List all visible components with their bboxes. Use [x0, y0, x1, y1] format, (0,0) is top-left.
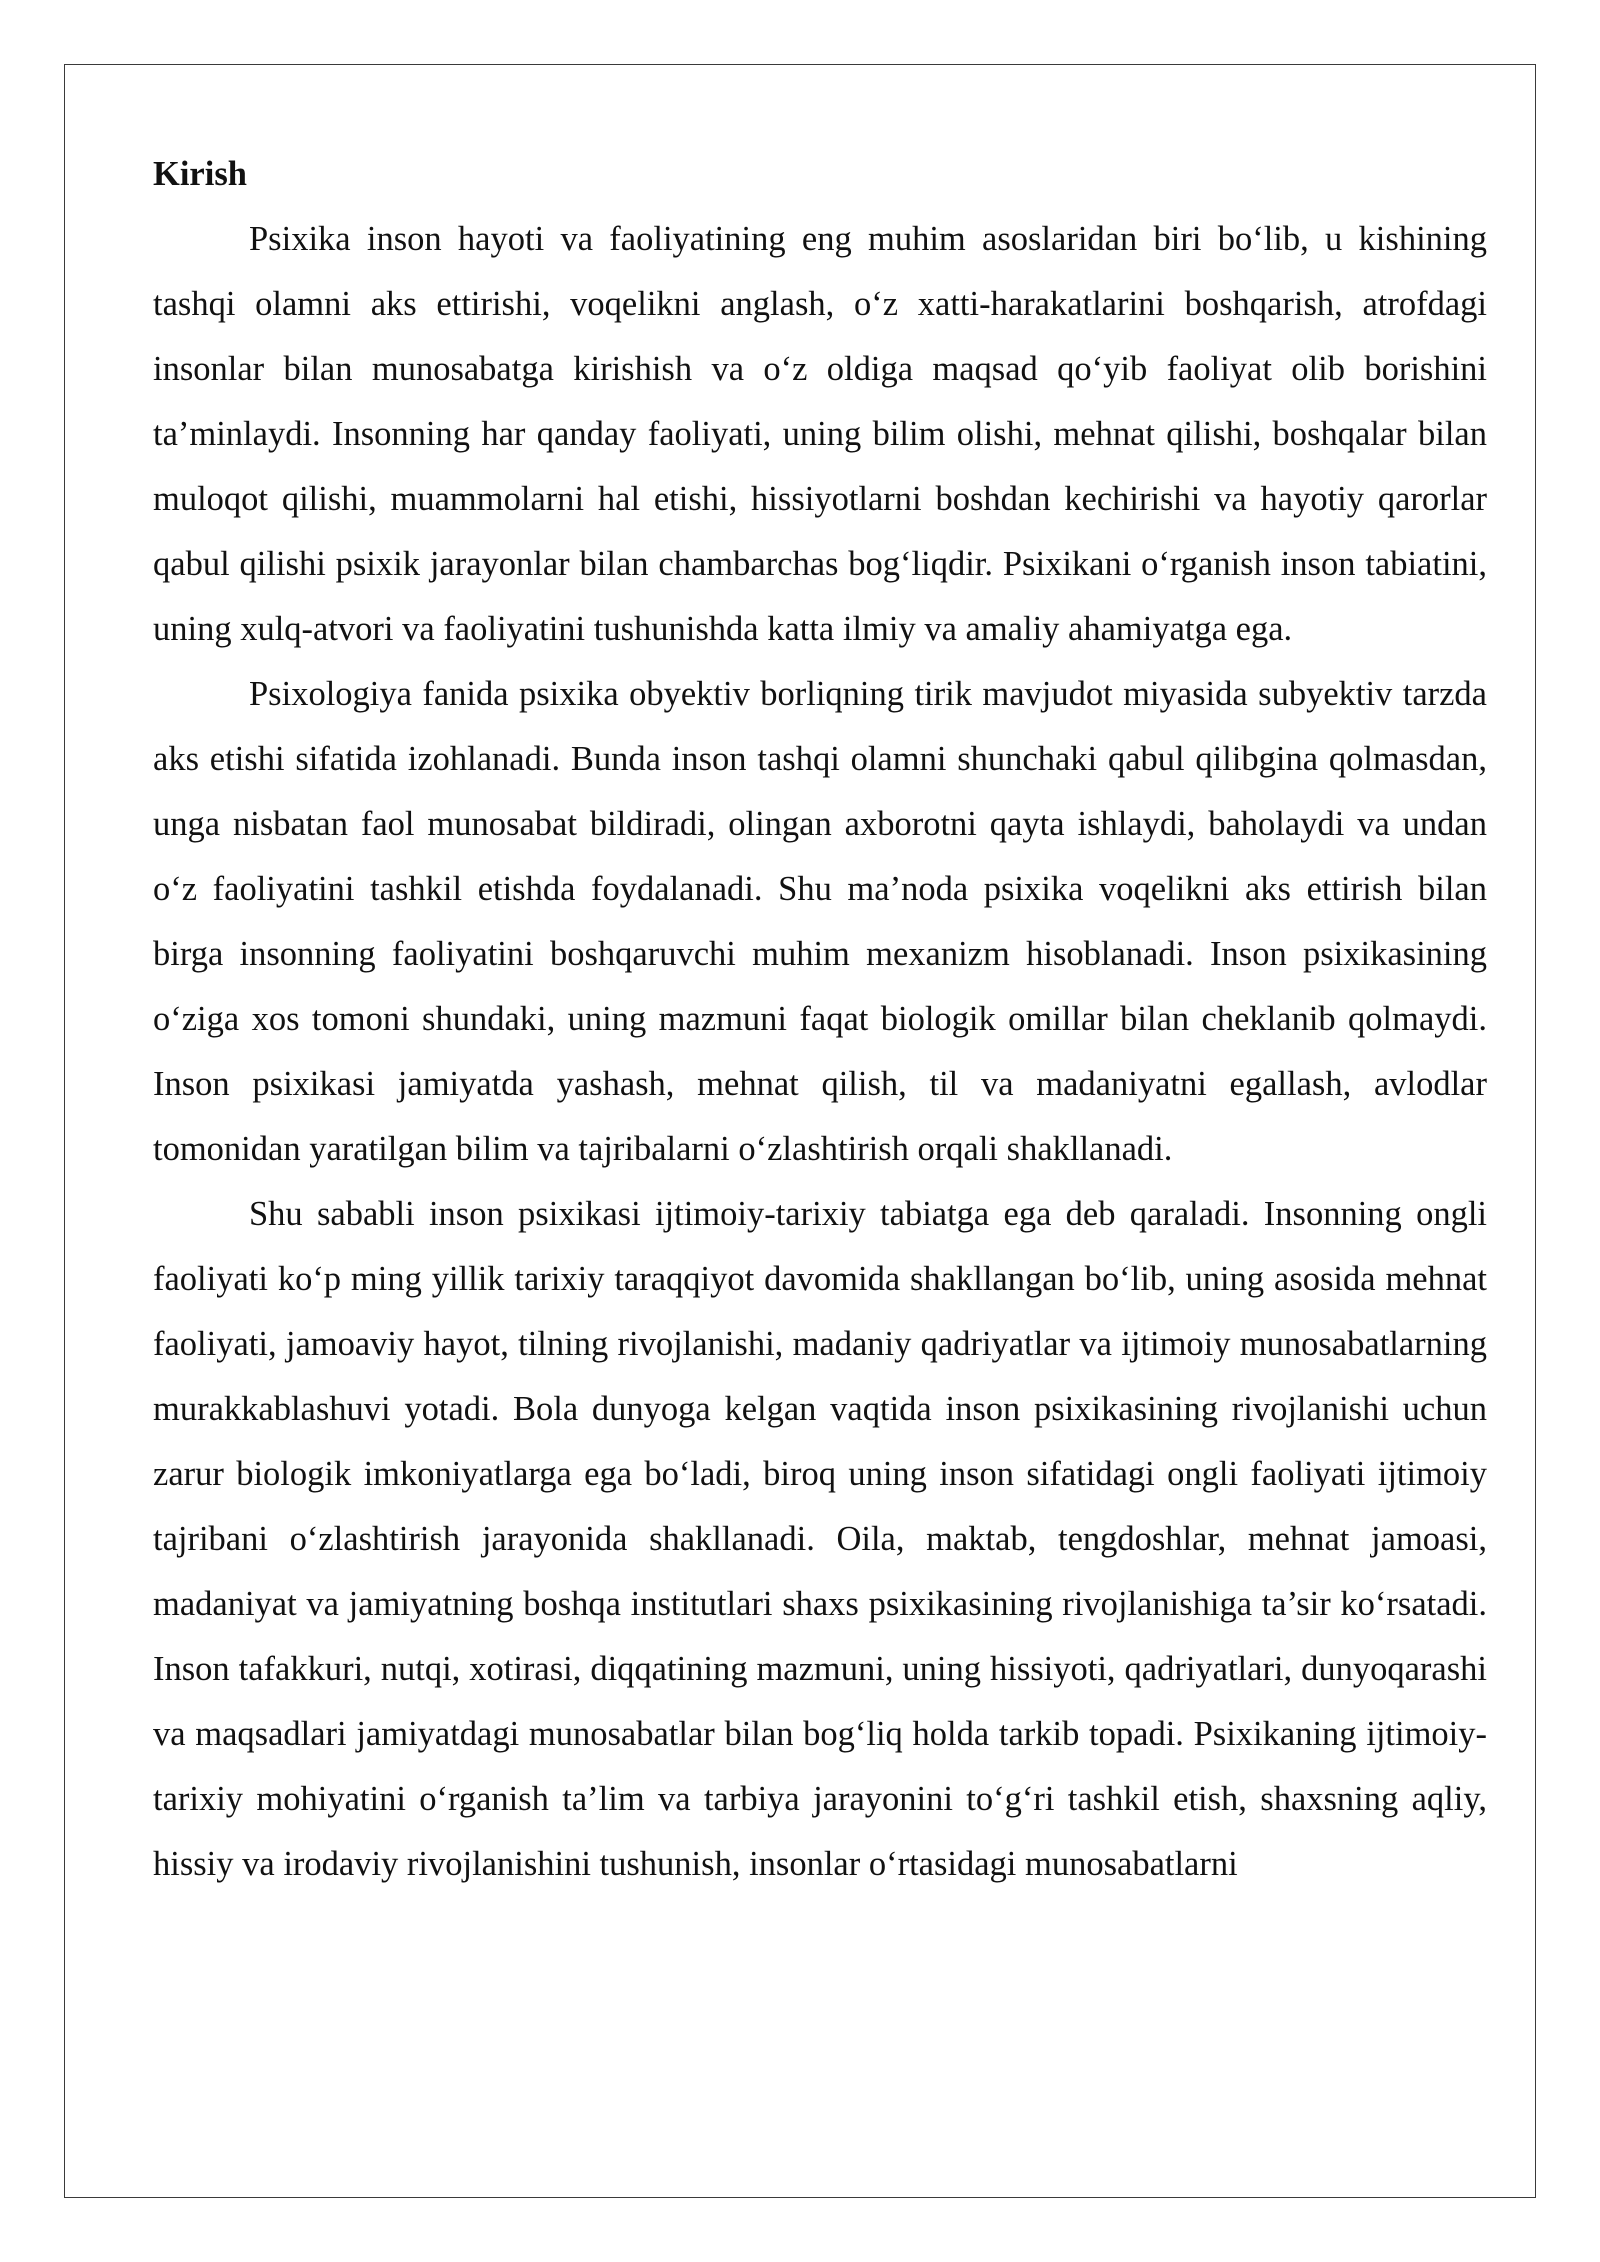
paragraph-1: Psixika inson hayoti va faoliyatining eng muhim asoslaridan biri bo‘lib, u kishining tashqi olamni aks ettirishi, voqelikni anglash, o‘z xatti-harakatlarini boshqarish, atrofdagi insonlar bilan munosabatga kirishish va o‘z oldiga maqsad qo‘yib faoliyat olib borishini ta’minlaydi. Insonning har qanday faoliyati, uning bilim olishi, mehnat qilishi, boshqalar bilan muloqot qilishi, muammolarni hal etishi, hissiyotlarni boshdan kechirishi va hayotiy qarorlar qabul qilishi psixik jarayonlar bilan chambarchas bog‘liqdir. Psixikani o‘rganish inson tabiatini, uning xulq-atvori va faoliyatini tushunishda katta ilmiy va amaliy ahamiyatga ega. [153, 220, 1487, 648]
section-heading: Kirish [153, 155, 247, 193]
paragraph-3: Shu sababli inson psixikasi ijtimoiy-tarixiy tabiatga ega deb qaraladi. Insonning ongli faoliyati ko‘p ming yillik tarixiy taraqqiyot davomida shakllangan bo‘lib, uning asosida mehnat faoliyati, jamoaviy hayot, tilning rivojlanishi, madaniy qadriyatlar va ijtimoiy munosabatlarning murakkablashuvi yotadi. Bola dunyoga kelgan vaqtida inson psixikasining rivojlanishi uchun zarur biologik imkoniyatlarga ega bo‘ladi, biroq uning inson sifatidagi ongli faoliyati ijtimoiy tajribani o‘zlashtirish jarayonida shakllanadi. Oila, maktab, tengdoshlar, mehnat jamoasi, madaniyat va jamiyatning boshqa institutlari shaxs psixikasining rivojlanishiga ta’sir ko‘rsatadi. Inson tafakkuri, nutqi, xotirasi, diqqatining mazmuni, uning hissiyoti, qadriyatlari, dunyoqarashi va maqsadlari jamiyatdagi munosabatlar bilan bog‘liq holda tarkib topadi. Psixikaning ijtimoiy-tarixiy mohiyatini o‘rganish ta’lim va tarbiya jarayonini to‘g‘ri tashkil etish, shaxsning aqliy, hissiy va irodaviy rivojlanishini tushunish, insonlar o‘rtasidagi munosabatlarni [153, 1195, 1487, 1883]
paragraph-2: Psixologiya fanida psixika obyektiv borliqning tirik mavjudot miyasida subyektiv tarzda aks etishi sifatida izohlanadi. Bunda inson tashqi olamni shunchaki qabul qilibgina qolmasdan, unga nisbatan faol munosabat bildiradi, olingan axborotni qayta ishlaydi, baholaydi va undan o‘z faoliyatini tashkil etishda foydalanadi. Shu ma’noda psixika voqelikni aks ettirish bilan birga insonning faoliyatini boshqaruvchi muhim mexanizm hisoblanadi. Inson psixikasining o‘ziga xos tomoni shundaki, uning mazmuni faqat biologik omillar bilan cheklanib qolmaydi. Inson psixikasi jamiyatda yashash, mehnat qilish, til va madaniyatni egallash, avlodlar tomonidan yaratilgan bilim va tajribalarni o‘zlashtirish orqali shakllanadi. [153, 675, 1487, 1168]
document-body [153, 142, 1487, 1897]
